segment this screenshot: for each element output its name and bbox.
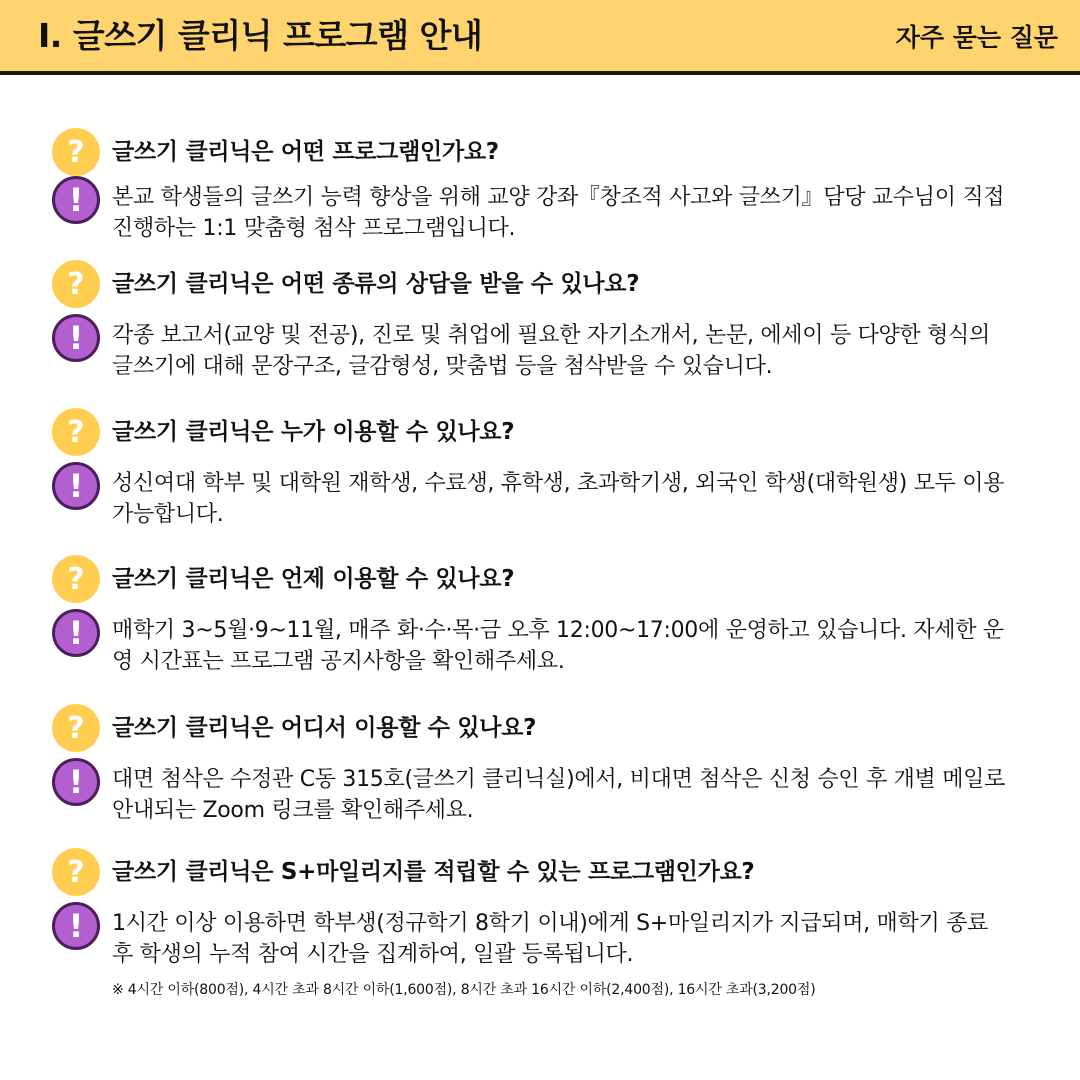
section-label: 자주 묻는 질문 bbox=[895, 23, 1058, 52]
faq-item bbox=[52, 563, 1012, 677]
answer-text: 성신여대 학부 및 대학원 재학생, 수료생, 휴학생, 초과학기생, 외국인 학생(대학원생) 모두 이용 가능합니다. bbox=[112, 471, 1005, 527]
question-row bbox=[52, 712, 1012, 744]
question-mark-icon: ? bbox=[52, 408, 100, 456]
question-mark-icon: ? bbox=[52, 128, 100, 176]
question-row bbox=[52, 416, 1012, 448]
exclamation-icon: ! bbox=[52, 609, 100, 657]
answer-row bbox=[52, 908, 1012, 1000]
header-bar bbox=[0, 0, 1080, 75]
faq-item bbox=[52, 416, 1012, 530]
question-text: 글쓰기 클리닉은 어디서 이용할 수 있나요? bbox=[112, 715, 537, 741]
question-row bbox=[52, 136, 1012, 168]
page-title: Ⅰ. 글쓰기 클리닉 프로그램 안내 bbox=[38, 16, 483, 55]
answer-text: 대면 첨삭은 수정관 C동 315호(글쓰기 클리닉실)에서, 비대면 첨삭은 신청 승인 후 개별 메일로 안내되는 Zoom 링크를 확인해주세요. bbox=[112, 767, 1006, 823]
exclamation-icon: ! bbox=[52, 902, 100, 950]
question-text: 글쓰기 클리닉은 어떤 종류의 상담을 받을 수 있나요? bbox=[112, 271, 640, 297]
question-row bbox=[52, 563, 1012, 595]
question-row bbox=[52, 268, 1012, 300]
answer-text: 1시간 이상 이용하면 학부생(정규학기 8학기 이내)에게 S+마일리지가 지급되며, 매학기 종료 후 학생의 누적 참여 시간을 집계하여, 일괄 등록됩니다. bbox=[112, 911, 989, 967]
question-text: 글쓰기 클리닉은 어떤 프로그램인가요? bbox=[112, 139, 499, 165]
question-text: 글쓰기 클리닉은 누가 이용할 수 있나요? bbox=[112, 419, 515, 445]
exclamation-icon: ! bbox=[52, 462, 100, 510]
question-row bbox=[52, 856, 1012, 888]
faq-item bbox=[52, 856, 1012, 1000]
question-text: 글쓰기 클리닉은 S+마일리지를 적립할 수 있는 프로그램인가요? bbox=[112, 859, 755, 885]
exclamation-icon: ! bbox=[52, 314, 100, 362]
exclamation-icon: ! bbox=[52, 176, 100, 224]
faq-item bbox=[52, 712, 1012, 826]
answer-row bbox=[52, 615, 1012, 677]
question-mark-icon: ? bbox=[52, 848, 100, 896]
mileage-note: ※ 4시간 이하(800점), 4시간 초과 8시간 이하(1,600점), 8시간 초과 16시간 이하(2,400점), 16시간 초과(3,200점) bbox=[112, 982, 816, 998]
answer-text: 매학기 3~5월·9~11월, 매주 화·수·목·금 오후 12:00~17:00에 운영하고 있습니다. 자세한 운영 시간표는 프로그램 공지사항을 확인해주세요. bbox=[112, 618, 1004, 674]
faq-item bbox=[52, 136, 1012, 244]
exclamation-icon: ! bbox=[52, 758, 100, 806]
answer-text: 본교 학생들의 글쓰기 능력 향상을 위해 교양 강좌『창조적 사고와 글쓰기』담당 교수님이 직접 진행하는 1:1 맞춤형 첨삭 프로그램입니다. bbox=[112, 185, 1005, 241]
answer-row bbox=[52, 182, 1012, 244]
answer-text: 각종 보고서(교양 및 전공), 진로 및 취업에 필요한 자기소개서, 논문, 에세이 등 다양한 형식의 글쓰기에 대해 문장구조, 글감형성, 맞춤법 등을 첨삭받을 수 있습니다. bbox=[112, 323, 990, 379]
answer-row bbox=[52, 468, 1012, 530]
question-text: 글쓰기 클리닉은 언제 이용할 수 있나요? bbox=[112, 566, 515, 592]
answer-row bbox=[52, 320, 1012, 382]
faq-item bbox=[52, 268, 1012, 382]
question-mark-icon: ? bbox=[52, 555, 100, 603]
question-mark-icon: ? bbox=[52, 260, 100, 308]
question-mark-icon: ? bbox=[52, 704, 100, 752]
answer-row bbox=[52, 764, 1012, 826]
